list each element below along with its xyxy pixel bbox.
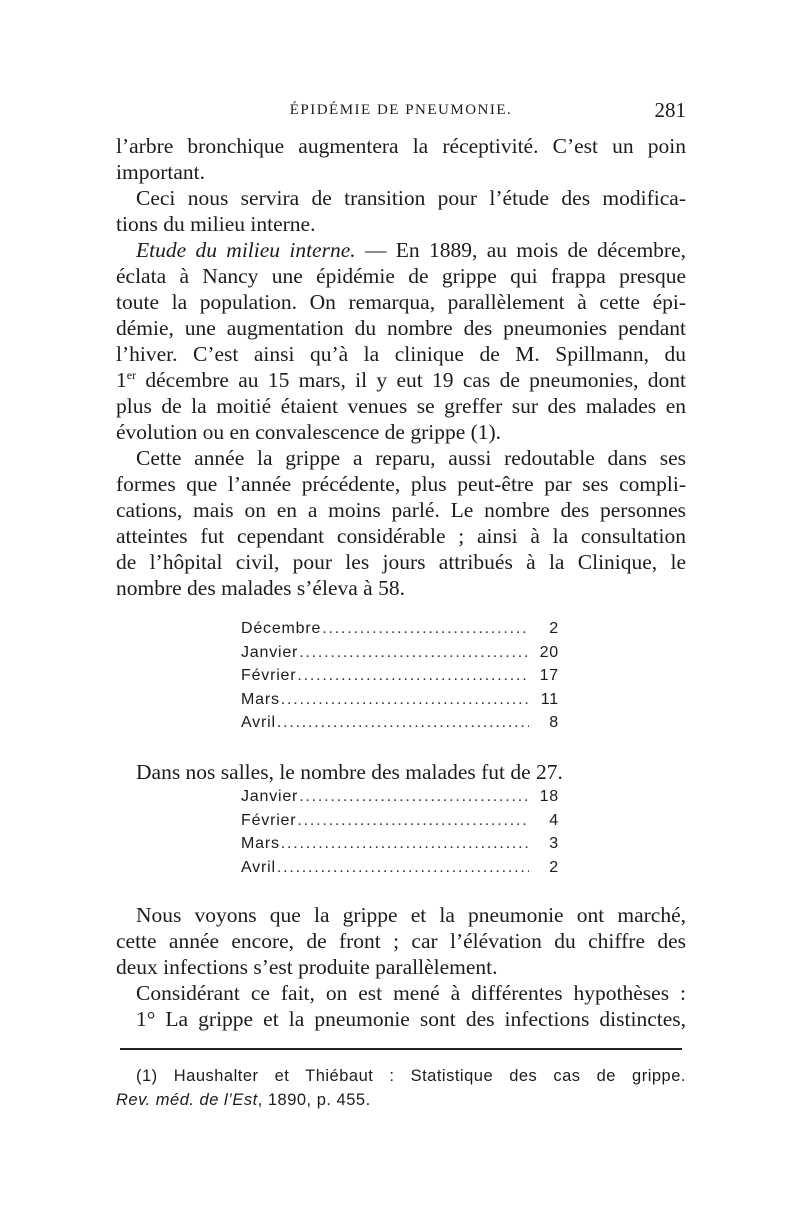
case-count: 18 (539, 788, 559, 805)
page-number: 281 (654, 98, 686, 122)
ordinal-suffix: er (126, 368, 137, 382)
paragraph-line: cations, mais on en a moins parlé. Le nombre des personnes (116, 498, 686, 522)
month-label: Avril (241, 714, 276, 731)
dot-leader (322, 620, 529, 638)
dot-leader (297, 812, 529, 830)
dot-leader (277, 714, 529, 732)
month-label: Février (241, 811, 297, 829)
paragraph-line: démie, une augmentation du nombre des pneumonies pendant (116, 316, 686, 340)
paragraph-line: évolution ou en convalescence de grippe (1). (116, 420, 502, 444)
case-count: 3 (549, 835, 559, 852)
paragraph-line: Ceci nous servira de transition pour l’étude des modifica- (136, 186, 686, 210)
table-row (241, 788, 559, 812)
case-count: 8 (549, 714, 559, 731)
case-count: 2 (549, 620, 559, 637)
paragraph-line: nombre des malades s’éleva à 58. (116, 576, 405, 600)
paragraph-line: plus de la moitié étaient venues se greffer sur des malades en (116, 394, 686, 418)
table-row (241, 859, 559, 883)
dot-leader (281, 691, 529, 709)
paragraph-line: deux infections s’est produite parallèlement. (116, 955, 498, 979)
paragraph-text: décembre au 15 mars, il y eut 19 cas de pneumonies, dont (136, 368, 686, 392)
ward-table (241, 788, 559, 882)
table-row (241, 714, 559, 738)
paragraph-line: toute la population. On remarqua, parallèlement à cette épi- (116, 290, 686, 314)
footnote (116, 1064, 686, 1112)
paragraph-line (116, 367, 686, 393)
main-text-upper (116, 133, 686, 601)
paragraph-line: cette année encore, de front ; car l’élévation du chiffre des (116, 929, 686, 953)
section-heading: Etude du milieu interne. (136, 238, 356, 262)
dot-leader (299, 788, 529, 806)
paragraph-line: de l’hôpital civil, pour les jours attribués à la Clinique, le (116, 550, 686, 574)
ordinal-number: 1 (116, 368, 127, 392)
paragraph-line: l’hiver. C’est ainsi qu’à la clinique de M. Spillmann, du (116, 342, 686, 366)
month-label: Février (241, 667, 297, 684)
month-label: Décembre (241, 620, 322, 637)
running-header (116, 98, 686, 124)
journal-title: Rev. méd. de l’Est (116, 1091, 258, 1109)
footnote-rule (120, 1048, 682, 1050)
case-count: 2 (549, 858, 559, 876)
paragraph-text: — En 1889, au mois de décembre, (355, 238, 686, 262)
case-count: 17 (539, 667, 559, 684)
table-row (241, 667, 559, 691)
paragraph-line: tions du milieu interne. (116, 212, 316, 236)
month-label: Janvier (241, 788, 299, 805)
month-label: Janvier (241, 643, 299, 661)
table-row (241, 812, 559, 836)
table-row (241, 620, 559, 644)
paragraph-line: Nous voyons que la grippe et la pneumonie ont marché, (136, 903, 686, 927)
running-title: ÉPIDÉMIE DE PNEUMONIE. (289, 102, 513, 118)
case-count: 4 (549, 811, 559, 829)
paragraph-line (116, 237, 686, 263)
paragraph-line: formes que l’année précédente, plus peut-être par ses compli- (116, 472, 686, 496)
table-row (241, 644, 559, 668)
month-label: Mars (241, 690, 280, 708)
month-label: Avril (241, 858, 276, 876)
paragraph-line: important. (116, 160, 205, 184)
paragraph-line: 1° La grippe et la pneumonie sont des infections distinctes, (136, 1007, 686, 1031)
footnote-line (116, 1088, 686, 1112)
paragraph-line: l’arbre bronchique augmentera la réceptivité. C’est un poin (116, 134, 686, 158)
footnote-line: (1) Haushalter et Thiébaut : Statistique des cas de grippe. (136, 1067, 686, 1085)
dot-leader (297, 667, 529, 685)
month-label: Mars (241, 835, 280, 852)
consultation-table (241, 620, 559, 738)
dot-leader (277, 859, 529, 877)
paragraph-line: éclata à Nancy une épidémie de grippe qui frappa presque (116, 264, 686, 288)
paragraph-line: atteintes fut cependant considérable ; ainsi à la consultation (116, 524, 686, 548)
main-text-middle (116, 759, 686, 785)
paragraph-line: Dans nos salles, le nombre des malades fut de 27. (136, 760, 563, 784)
table-row (241, 691, 559, 715)
case-count: 11 (540, 690, 559, 708)
main-text-lower (116, 902, 686, 1032)
case-count: 20 (539, 643, 559, 661)
dot-leader (281, 835, 529, 853)
paragraph-line: Considérant ce fait, on est mené à différentes hypothèses : (136, 981, 686, 1005)
paragraph-line: Cette année la grippe a reparu, aussi redoutable dans ses (136, 446, 686, 470)
citation-details: , 1890, p. 455. (257, 1091, 371, 1109)
table-row (241, 835, 559, 859)
dot-leader (299, 644, 529, 662)
